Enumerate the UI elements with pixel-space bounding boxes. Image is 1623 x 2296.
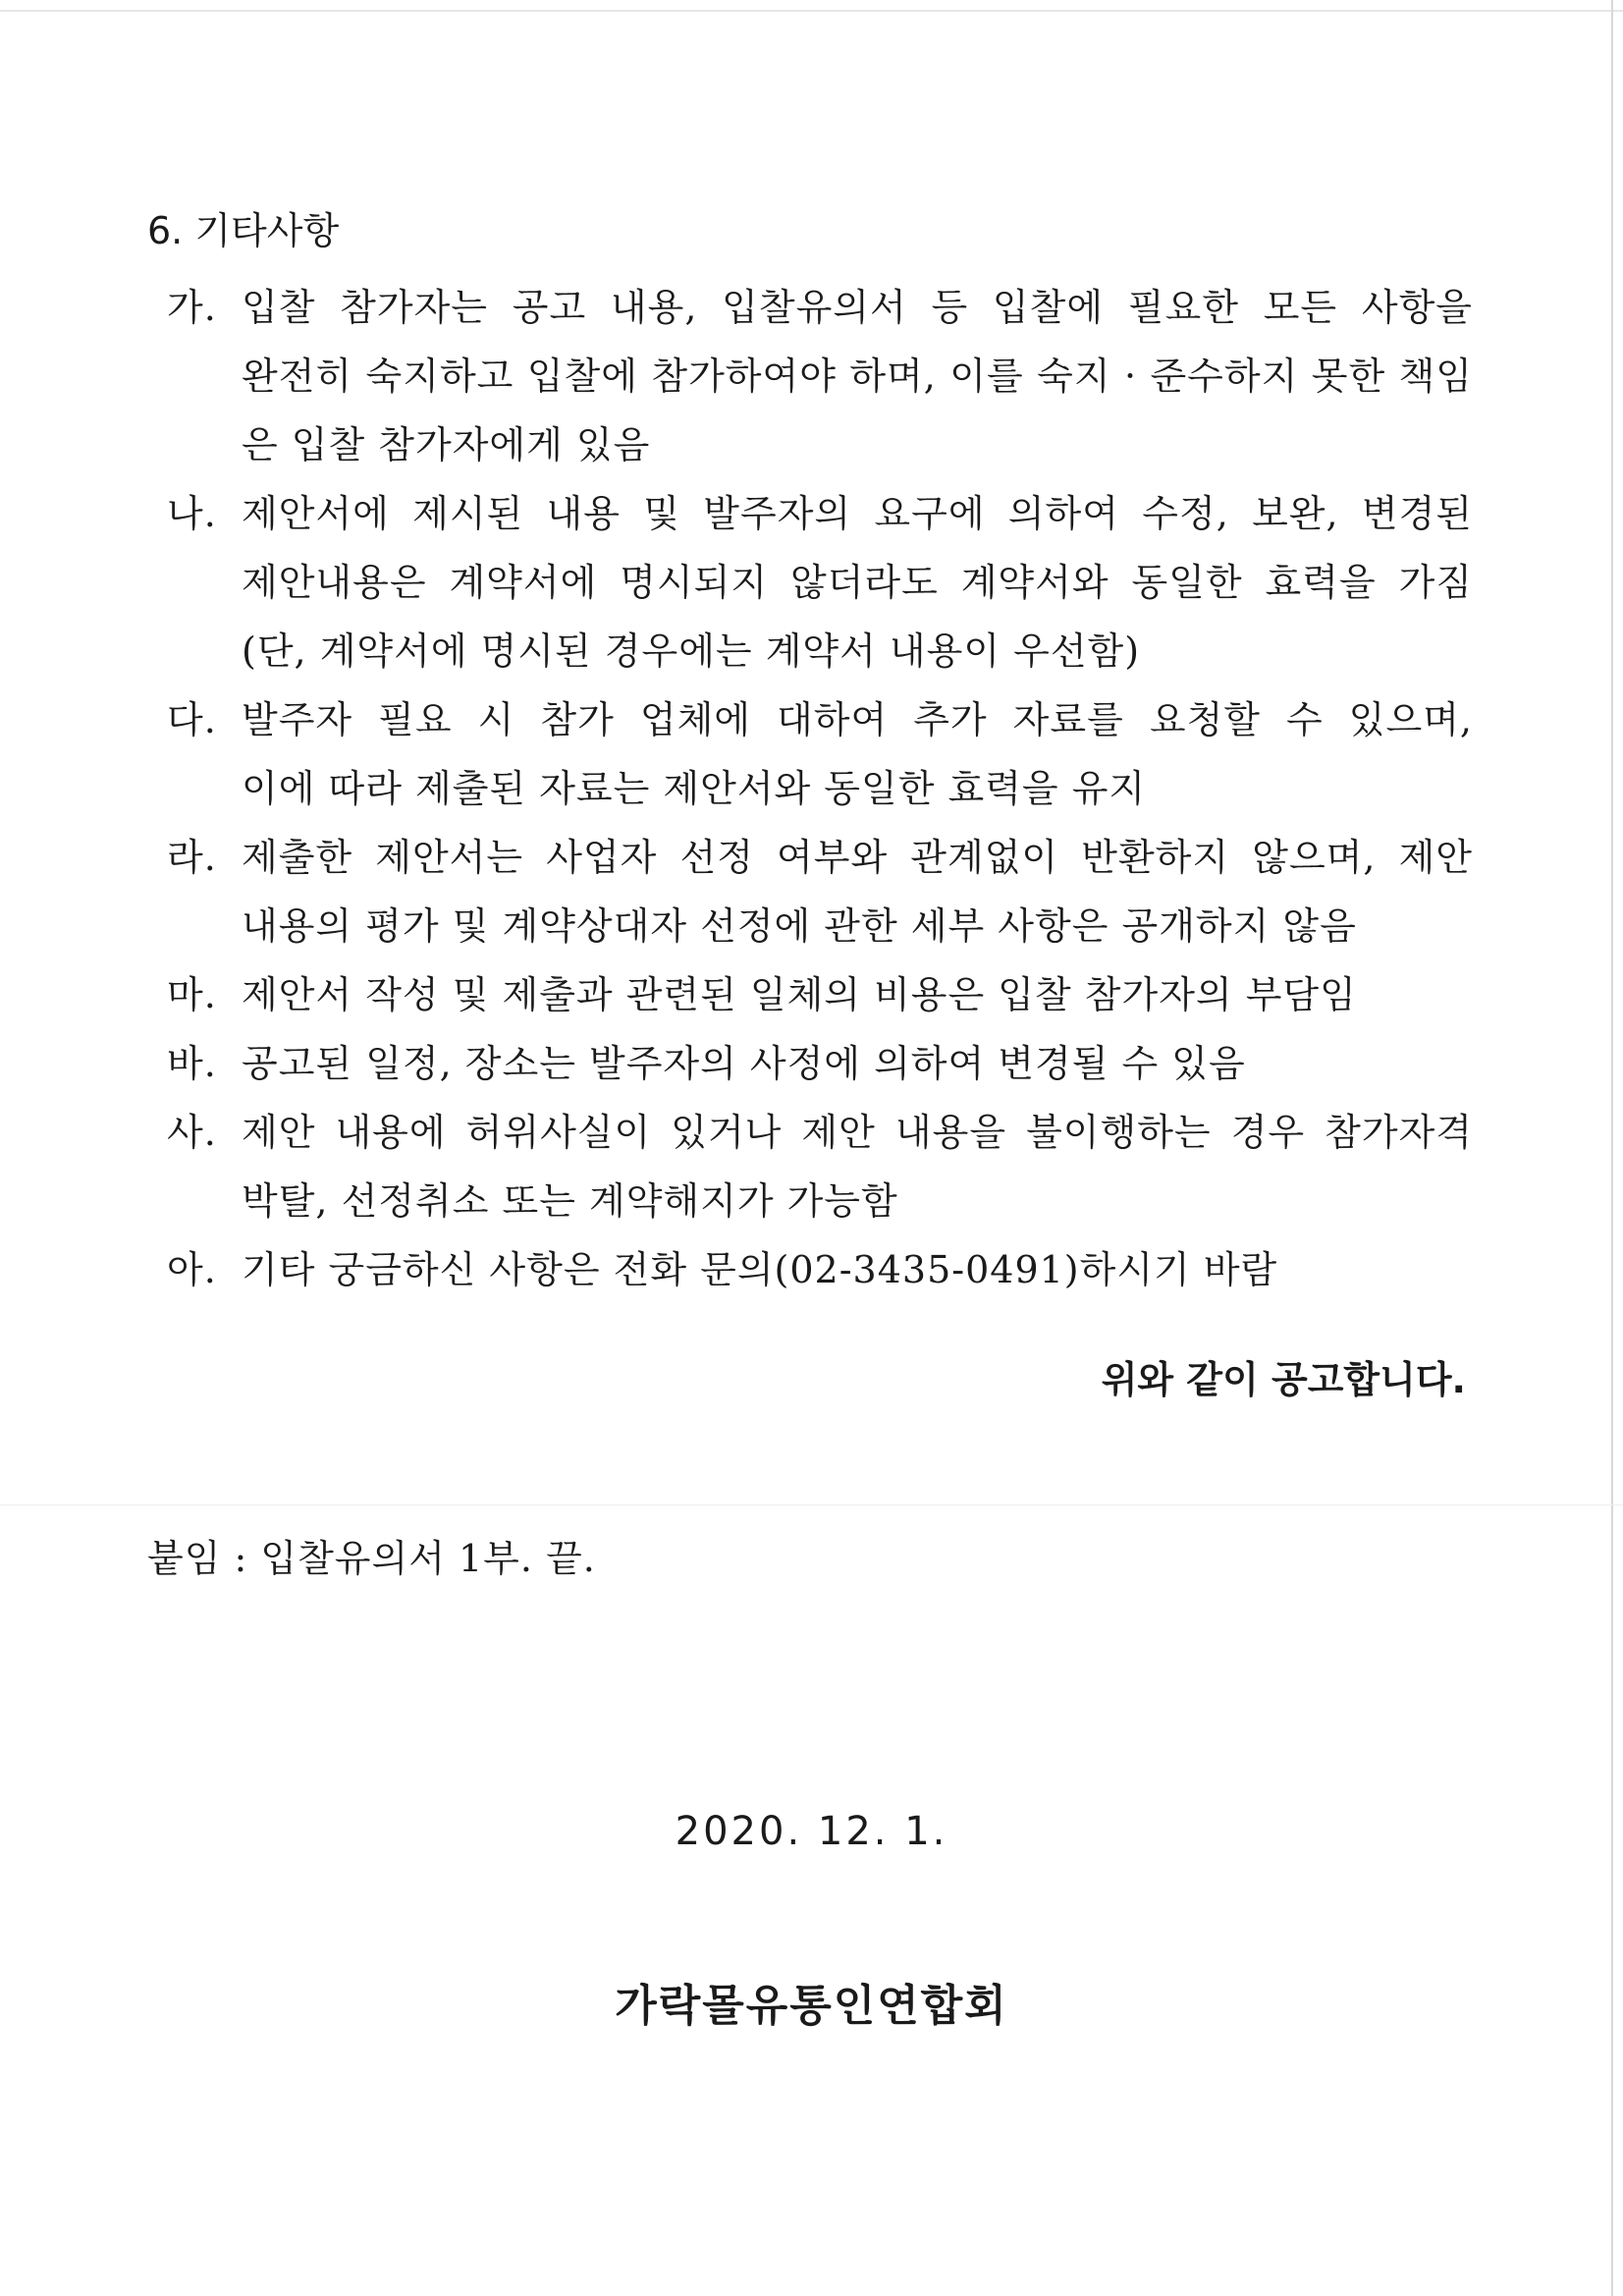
attachment-note: 붙임 : 입찰유의서 1부. 끝. [147,1537,596,1580]
item-text-line: 제안서 작성 및 제출과 관련된 일체의 비용은 입찰 참가자의 부담임 [242,973,1357,1016]
item-text-line: 제안서에 제시된 내용 및 발주자의 요구에 의하여 수정, 보완, 변경된 [242,492,1473,535]
item-text-line: 박탈, 선정취소 또는 계약해지가 가능함 [242,1179,898,1223]
item-text-line: 입찰 참가자는 공고 내용, 입찰유의서 등 입찰에 필요한 모든 사항을 [242,286,1473,329]
organization-name: 가락몰유통인연합회 [615,1981,1008,2031]
item-text-line: 내용의 평가 및 계약상대자 선정에 관한 세부 사항은 공개하지 않음 [242,904,1357,948]
list-item [167,685,1473,823]
item-text-line: 공고된 일정, 장소는 발주자의 사정에 의하여 변경될 수 있음 [242,1042,1246,1085]
scan-edge-right [1611,0,1613,2296]
notice-items-list [167,273,1473,1304]
item-text-line: 제안 내용에 허위사실이 있거나 제안 내용을 불이행하는 경우 참가자격 [242,1111,1473,1154]
item-text-line: 기타 궁금하신 사항은 전화 문의(02-3435-0491)하시기 바람 [242,1248,1278,1291]
item-text-line: 발주자 필요 시 참가 업체에 대하여 추가 자료를 요청할 수 있으며, [242,698,1473,741]
item-marker: 다. [167,698,217,741]
item-marker: 바. [167,1042,217,1085]
list-item [167,479,1473,685]
item-marker: 아. [167,1248,217,1291]
closing-statement: 위와 같이 공고합니다. [1101,1358,1466,1401]
item-marker: 라. [167,836,217,879]
list-item [167,273,1473,479]
item-text-line: 제출한 제안서는 사업자 선정 여부와 관계없이 반환하지 않으며, 제안 [242,836,1473,879]
item-marker: 사. [167,1111,217,1154]
item-text-line: (단, 계약서에 명시된 경우에는 계약서 내용이 우선함) [242,629,1141,673]
item-marker: 마. [167,973,217,1016]
list-item [167,1029,1473,1098]
item-marker: 가. [167,286,217,329]
list-item [167,823,1473,960]
item-text-line: 은 입찰 참가자에게 있음 [242,423,651,466]
item-text-line: 완전히 숙지하고 입찰에 참가하여야 하며, 이를 숙지 · 준수하지 못한 책임 [242,355,1473,398]
section-title: 6. 기타사항 [147,209,340,252]
scan-edge-top [0,10,1623,12]
list-item [167,1235,1473,1304]
item-marker: 나. [167,492,217,535]
item-text-line: 제안내용은 계약서에 명시되지 않더라도 계약서와 동일한 효력을 가짐 [242,561,1473,604]
scan-divider [0,1504,1623,1505]
notice-date: 2020. 12. 1. [675,1809,948,1854]
list-item [167,1098,1473,1235]
list-item [167,960,1473,1029]
item-text-line: 이에 따라 제출된 자료는 제안서와 동일한 효력을 유지 [242,767,1147,810]
